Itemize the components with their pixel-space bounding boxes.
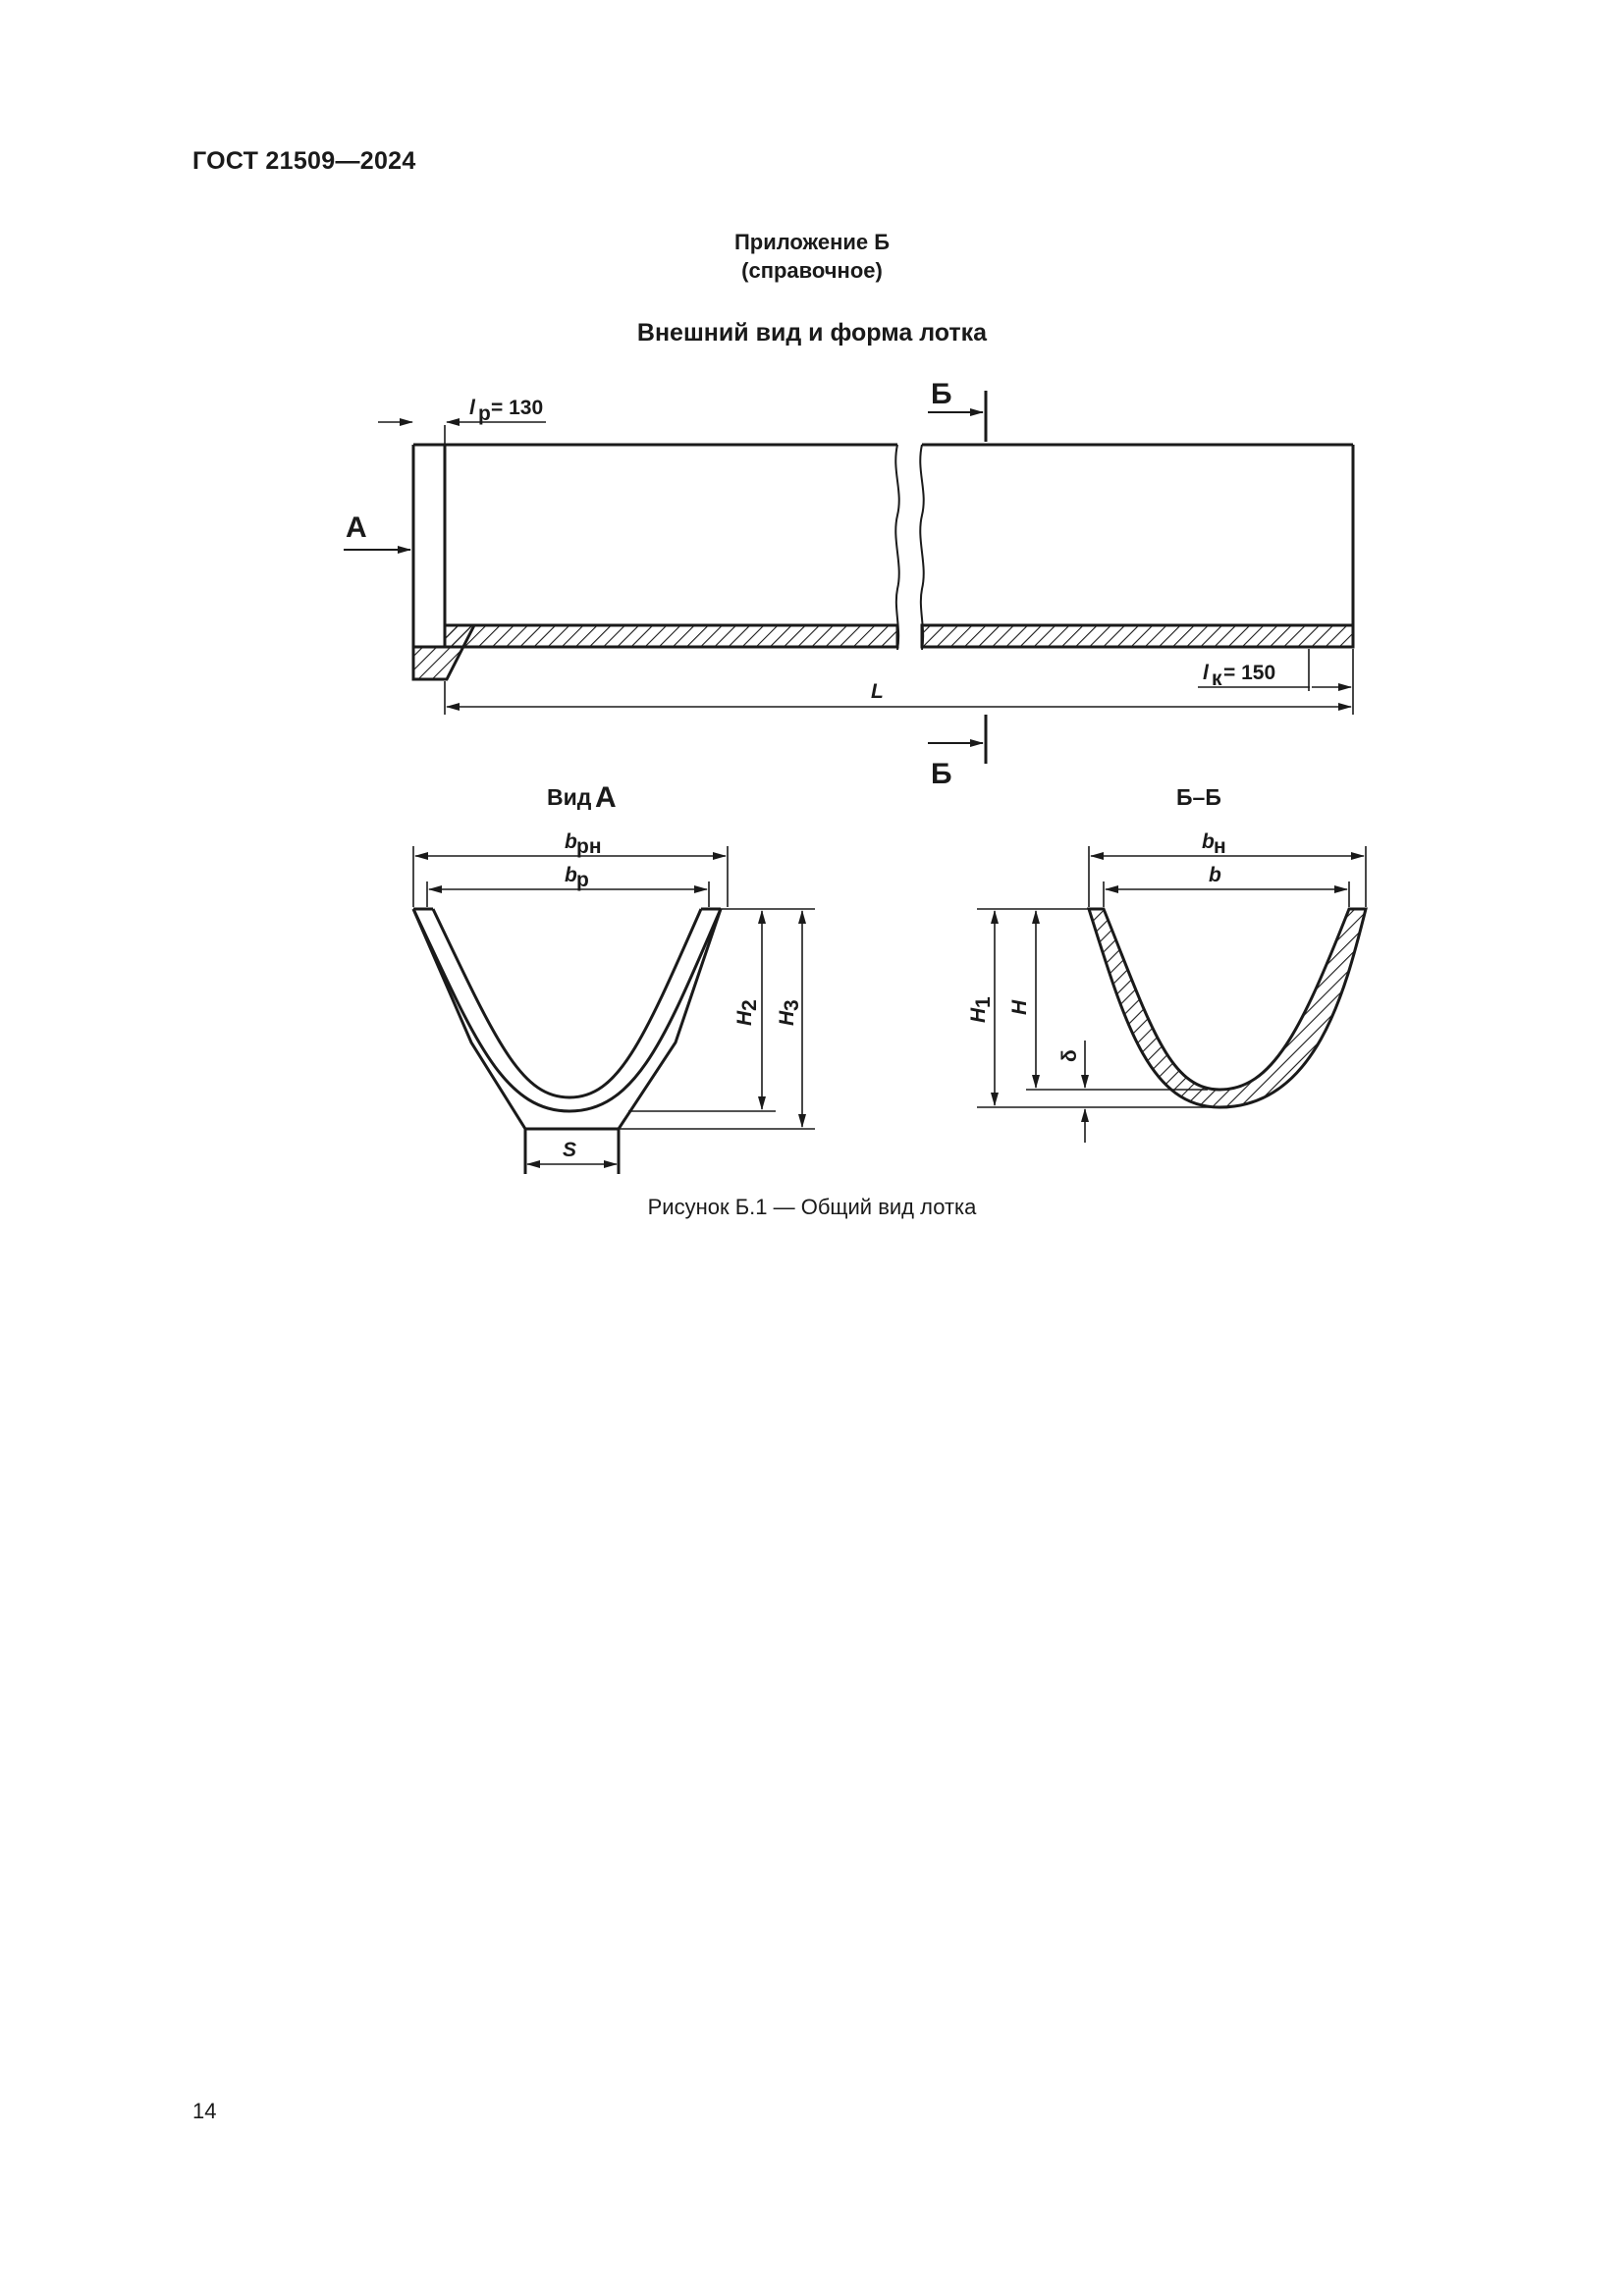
h3-subscript: 3 xyxy=(781,999,803,1011)
h1-symbol: H xyxy=(967,1007,990,1023)
arrow-a-label: А xyxy=(346,511,367,544)
view-a-title-letter: А xyxy=(595,781,617,814)
b-p-subscript: р xyxy=(576,869,589,891)
figure-caption: Рисунок Б.1 — Общий вид лотка xyxy=(647,1195,977,1219)
section-title: Внешний вид и форма лотка xyxy=(636,319,988,347)
h-label: H xyxy=(1008,999,1031,1015)
section-mark-bottom: Б xyxy=(931,758,952,790)
appendix-title: Приложение Б xyxy=(733,230,891,254)
lk-symbol: l xyxy=(1203,662,1209,684)
appendix-note: (справочное) xyxy=(741,258,883,283)
view-a-title-prefix: Вид xyxy=(547,784,592,810)
section-bb-drawing xyxy=(1089,909,1366,1107)
side-view-labels xyxy=(346,378,1275,790)
view-a-drawing xyxy=(413,909,721,1174)
section-bb-title: Б–Б xyxy=(1176,784,1221,810)
lk-value: = 150 xyxy=(1223,662,1276,684)
h1-subscript: 1 xyxy=(972,996,995,1008)
h2-subscript: 2 xyxy=(738,999,761,1011)
lp-symbol: l xyxy=(469,397,475,419)
lk-subscript: к xyxy=(1212,667,1222,690)
b-pn-subscript: рн xyxy=(576,835,602,858)
b-label: b xyxy=(1209,864,1221,886)
length-label: L xyxy=(871,680,884,703)
h3-symbol: H xyxy=(776,1010,798,1026)
b-p-symbol: b xyxy=(565,864,577,886)
page-number: 14 xyxy=(192,2099,217,2123)
lp-value: = 130 xyxy=(491,397,544,419)
lp-subscript: р xyxy=(478,402,491,425)
document-header: ГОСТ 21509—2024 xyxy=(192,147,416,175)
s-label: S xyxy=(563,1139,577,1161)
side-view-dimensions xyxy=(344,391,1353,764)
section-bb-dimensions xyxy=(977,846,1366,1143)
side-view xyxy=(413,445,1353,679)
delta-label: δ xyxy=(1058,1049,1081,1062)
b-n-symbol: b xyxy=(1202,830,1215,853)
view-a-labels xyxy=(547,781,803,1161)
b-pn-symbol: b xyxy=(565,830,577,853)
section-mark-top: Б xyxy=(931,378,952,410)
b-n-subscript: н xyxy=(1214,835,1226,858)
h2-symbol: H xyxy=(733,1010,756,1026)
